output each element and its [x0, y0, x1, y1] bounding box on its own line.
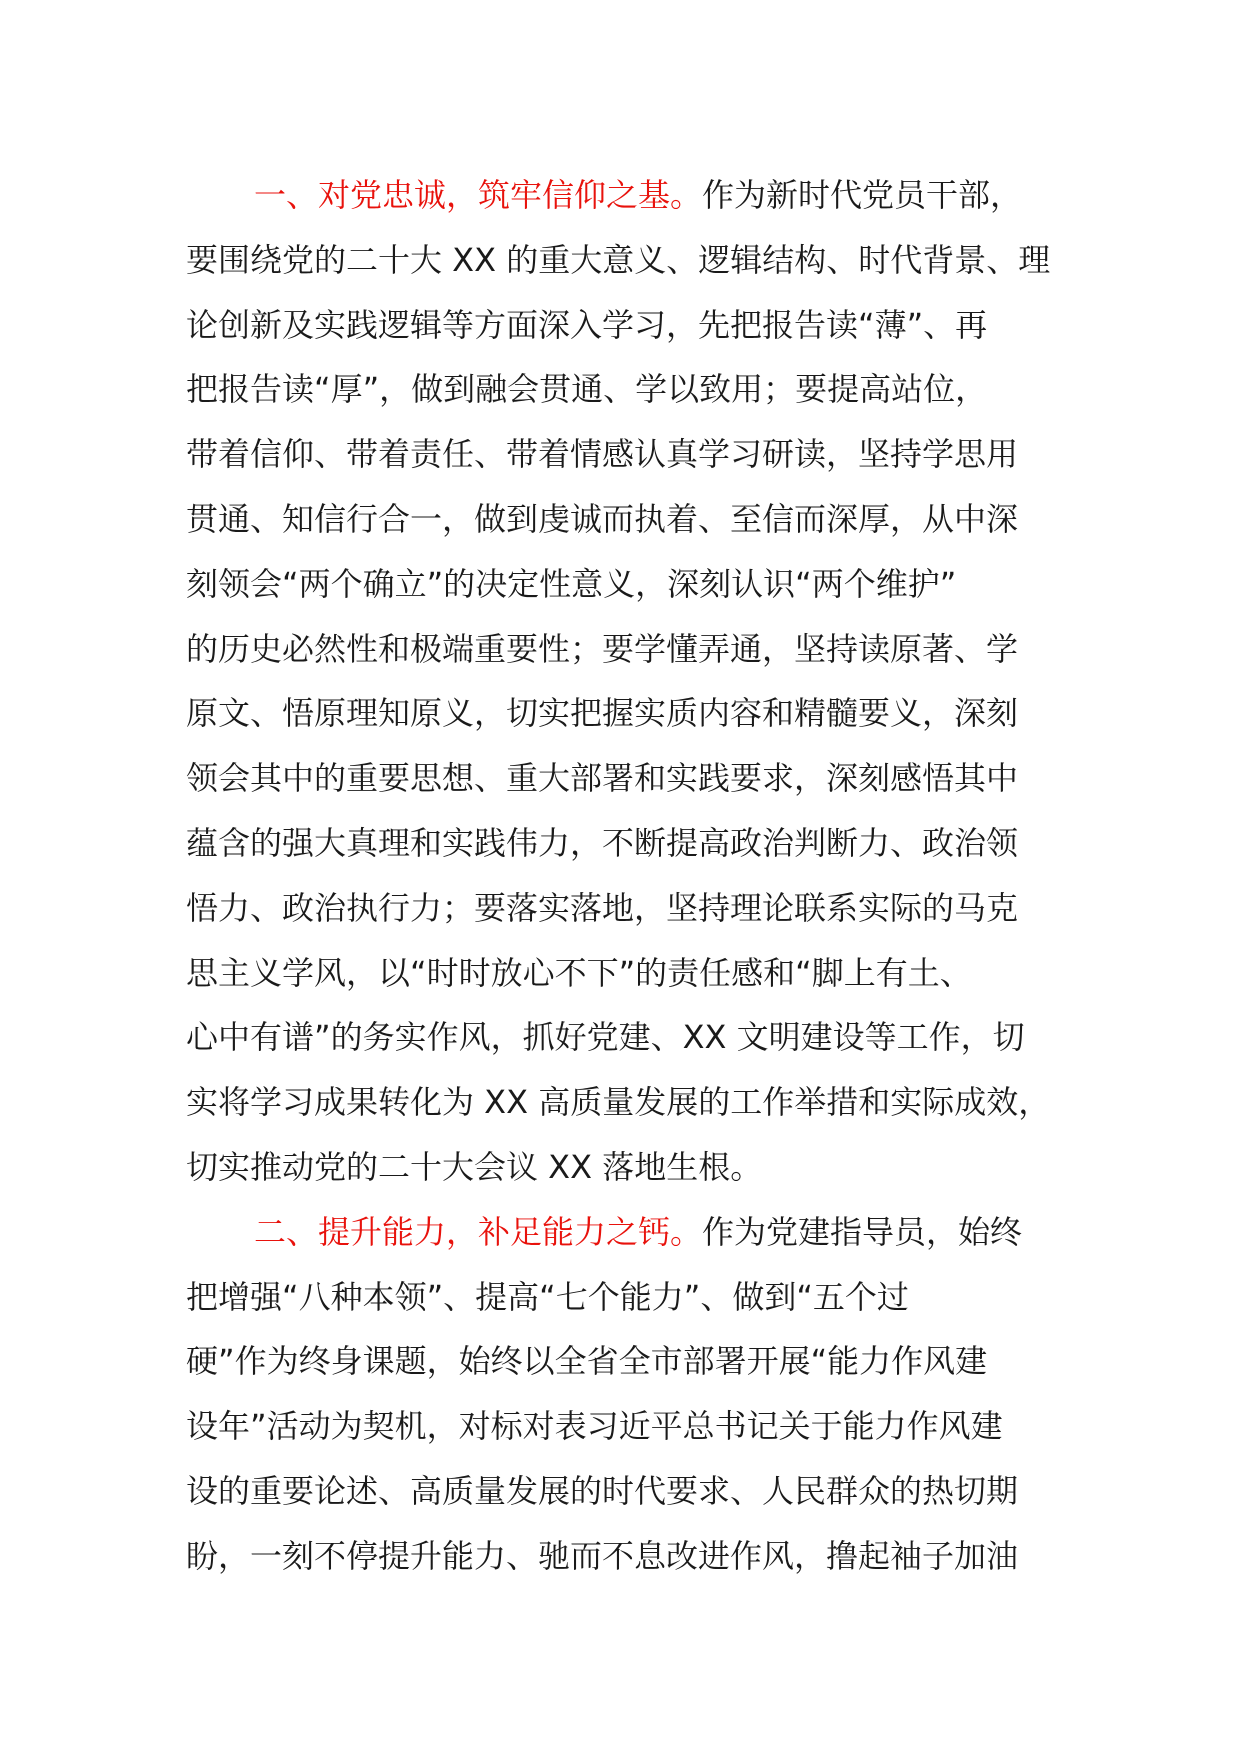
section-1-line-10: 蕴含的强大真理和实践伟力，不断提高政治判断力、政治领 [186, 823, 1019, 862]
section-2-line-3: 设年”活动为契机，对标对表习近平总书记关于能力作风建 [186, 1407, 1003, 1446]
section-1-line-1: 要围绕党的二十大 XX 的重大意义、逻辑结构、时代背景、理 [186, 240, 1051, 279]
section-1-line-0: 作为新时代党员干部， [702, 176, 1023, 214]
section-2-first-line [186, 1200, 1066, 1265]
section-1-line-8: 原文、悟原理知原义，切实把握实质内容和精髓要义，深刻 [186, 694, 1019, 733]
document-body [186, 163, 1066, 1589]
section-1-heading: 一、对党忠诚，筑牢信仰之基。 [254, 176, 703, 214]
section-2-line-0: 作为党建指导员，始终 [702, 1212, 1023, 1251]
section-1-line-13: 心中有谱”的务实作风，抓好党建、XX 文明建设等工作，切 [186, 1018, 1025, 1057]
section-2-heading: 二、提升能力，补足能力之钙。 [254, 1212, 703, 1251]
section-2-line-4: 设的重要论述、高质量发展的时代要求、人民群众的热切期 [186, 1471, 1019, 1510]
section-1-line-7: 的历史必然性和极端重要性；要学懂弄通，坚持读原著、学 [186, 629, 1019, 668]
section-2-line-5: 盼，一刻不停提升能力、驰而不息改进作风，撸起袖子加油 [186, 1536, 1019, 1575]
section-1-line-14: 实将学习成果转化为 XX 高质量发展的工作举措和实际成效， [186, 1083, 1051, 1122]
section-1-line-4: 带着信仰、带着责任、带着情感认真学习研读，坚持学思用 [186, 435, 1019, 474]
section-1-line-15: 切实推动党的二十大会议 XX 落地生根。 [186, 1147, 763, 1186]
section-2-line-1: 把增强“八种本领”、提高“七个能力”、做到“五个过 [186, 1277, 909, 1316]
section-2-line-2: 硬”作为终身课题，始终以全省全市部署开展“能力作风建 [186, 1342, 988, 1381]
section-1-line-11: 悟力、政治执行力；要落实落地，坚持理论联系实际的马克 [186, 888, 1019, 927]
section-1-line-2: 论创新及实践逻辑等方面深入学习，先把报告读“薄”、再 [186, 305, 988, 344]
section-1-line-9: 领会其中的重要思想、重大部署和实践要求，深刻感悟其中 [186, 759, 1019, 798]
section-1-line-12: 思主义学风，以“时时放心不下”的责任感和“脚上有土、 [186, 953, 972, 992]
section-1-line-6: 刻领会“两个确立”的决定性意义，深刻认识“两个维护” [186, 564, 957, 603]
section-1-first-line [186, 163, 1066, 228]
section-1-line-5: 贯通、知信行合一，做到虔诚而执着、至信而深厚，从中深 [186, 499, 1019, 538]
section-1-line-3: 把报告读“厚”，做到融会贯通、学以致用；要提高站位， [186, 370, 988, 409]
